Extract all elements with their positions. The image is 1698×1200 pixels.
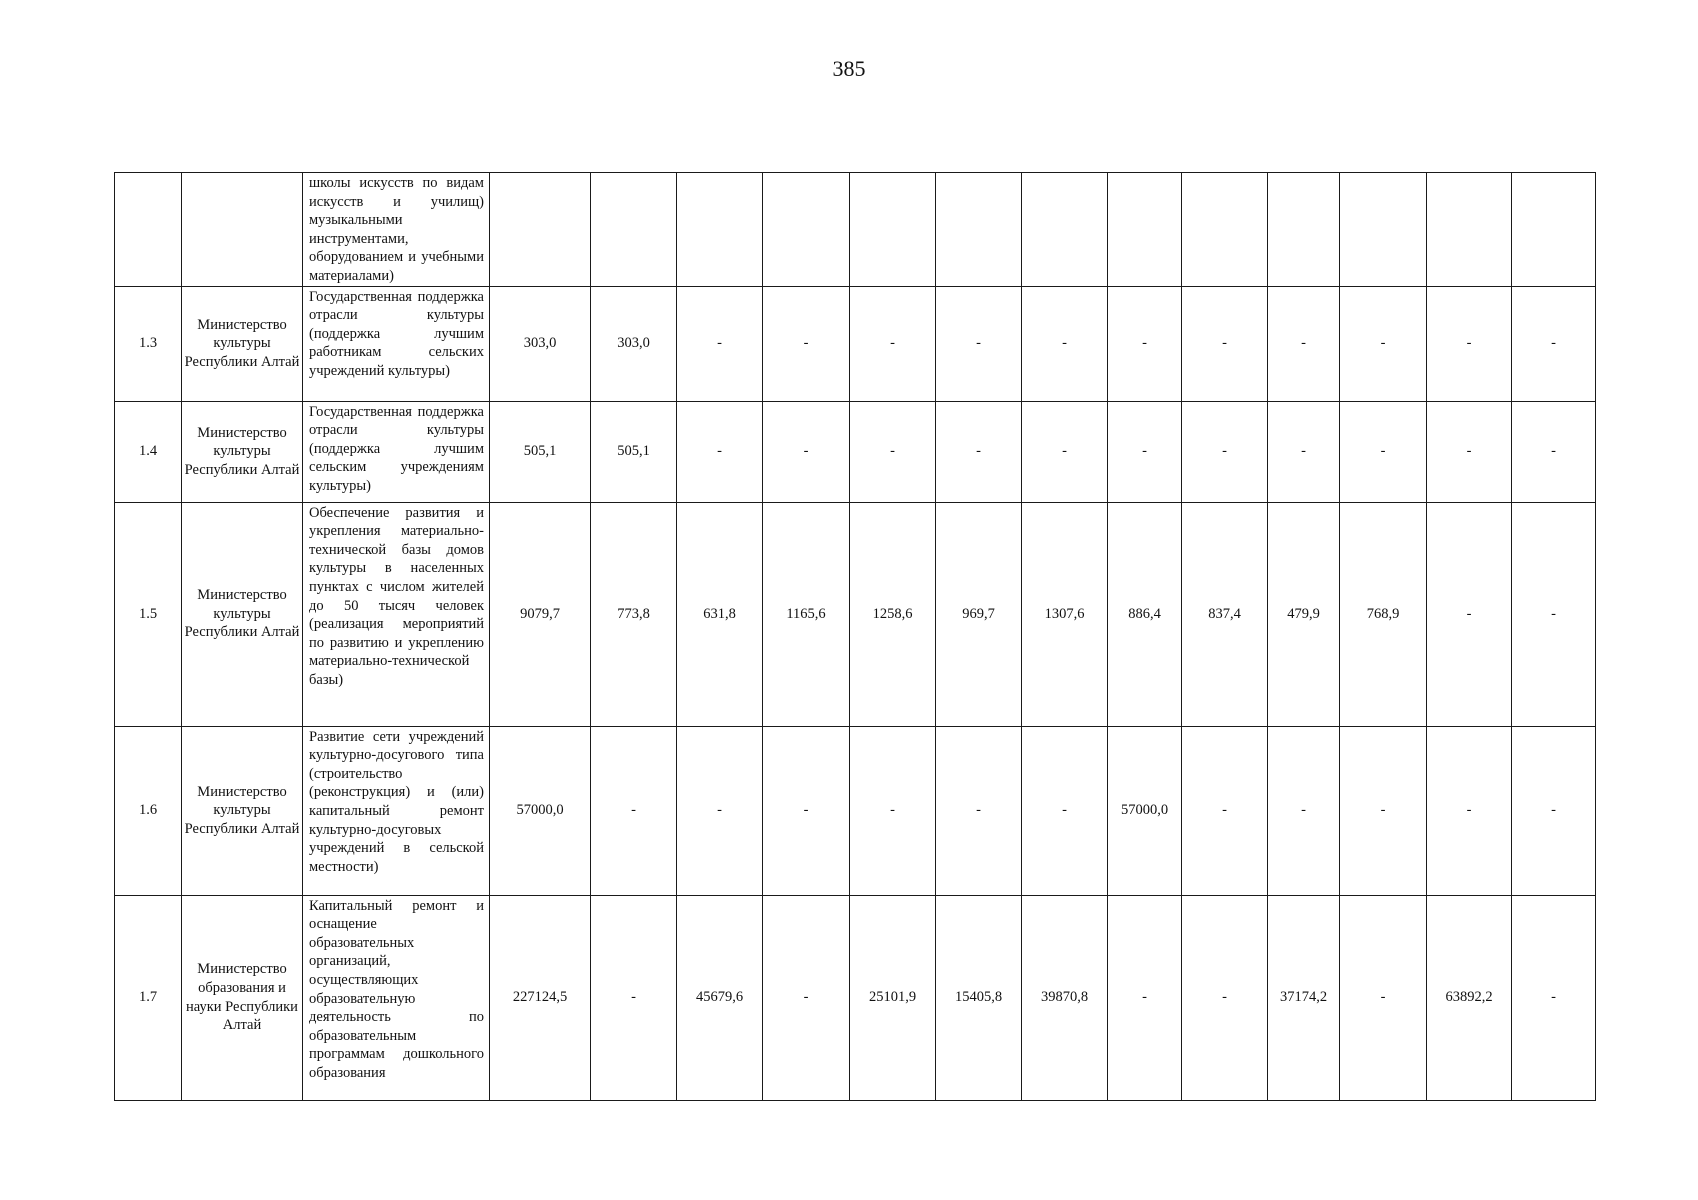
amount-cell: - (1022, 286, 1108, 401)
amount-cell: 63892,2 (1427, 895, 1512, 1100)
amount-cell: - (763, 286, 850, 401)
amount-cell: - (1512, 401, 1596, 502)
amount-cell: - (1268, 286, 1340, 401)
amount-cell: 45679,6 (677, 895, 763, 1100)
executor-cell: Министерство образования и науки Республики Алтай (182, 895, 303, 1100)
table-row (115, 286, 1596, 401)
amount-cell (591, 173, 677, 287)
amount-cell: - (1182, 895, 1268, 1100)
amount-cell: - (1427, 726, 1512, 895)
executor-cell: Министерство культуры Республики Алтай (182, 401, 303, 502)
amount-cell: - (1512, 502, 1596, 726)
executor-cell: Министерство культуры Республики Алтай (182, 502, 303, 726)
activity-description-cell: школы искусств по видам искусств и училищ) музыкальными инструментами, оборудованием и учебными материалами) (303, 173, 490, 287)
amount-cell (1022, 173, 1108, 287)
amount-cell: 886,4 (1108, 502, 1182, 726)
amount-cell: - (1182, 286, 1268, 401)
amount-cell: 39870,8 (1022, 895, 1108, 1100)
budget-table (114, 172, 1596, 1101)
executor-cell: Министерство культуры Республики Алтай (182, 726, 303, 895)
amount-cell (1427, 173, 1512, 287)
row-number-cell: 1.4 (115, 401, 182, 502)
amount-cell: - (677, 726, 763, 895)
amount-cell: - (1512, 726, 1596, 895)
activity-description-cell: Государственная поддержка отрасли культуры (поддержка лучшим работникам сельских учреждений культуры) (303, 286, 490, 401)
amount-cell: - (1340, 895, 1427, 1100)
amount-cell: 57000,0 (490, 726, 591, 895)
amount-cell (936, 173, 1022, 287)
page-number: 385 (832, 56, 866, 81)
amount-cell: 25101,9 (850, 895, 936, 1100)
amount-cell: - (1427, 502, 1512, 726)
amount-cell: 57000,0 (1108, 726, 1182, 895)
amount-cell: - (936, 401, 1022, 502)
amount-cell: - (1268, 726, 1340, 895)
amount-cell (1340, 173, 1427, 287)
amount-cell: 1307,6 (1022, 502, 1108, 726)
amount-cell: - (1512, 286, 1596, 401)
table-row (115, 726, 1596, 895)
amount-cell: - (1108, 895, 1182, 1100)
amount-cell: 837,4 (1182, 502, 1268, 726)
activity-description-cell: Капитальный ремонт и оснащение образовательных организаций, осуществляющих образовательную деятельность по образовательным программам дошкольного образования (303, 895, 490, 1100)
amount-cell (1182, 173, 1268, 287)
table-row (115, 401, 1596, 502)
amount-cell: - (763, 726, 850, 895)
amount-cell: 9079,7 (490, 502, 591, 726)
amount-cell: 1165,6 (763, 502, 850, 726)
amount-cell (1268, 173, 1340, 287)
executor-cell: Министерство культуры Республики Алтай (182, 286, 303, 401)
table-row (115, 895, 1596, 1100)
amount-cell: 479,9 (1268, 502, 1340, 726)
amount-cell: - (1022, 401, 1108, 502)
amount-cell (677, 173, 763, 287)
activity-description-cell: Развитие сети учреждений культурно-досугового типа (строительство (реконструкция) и (или) капитальный ремонт культурно-досуговых учреждений в сельской местности) (303, 726, 490, 895)
amount-cell: - (936, 286, 1022, 401)
activity-description-cell: Государственная поддержка отрасли культуры (поддержка лучшим сельским учреждениям культуры) (303, 401, 490, 502)
amount-cell (763, 173, 850, 287)
activity-description-cell: Обеспечение развития и укрепления материально-технической базы домов культуры в населенных пунктах с числом жителей до 50 тысяч человек (реализация мероприятий по развитию и укреплению материально-технической базы) (303, 502, 490, 726)
row-number-cell: 1.3 (115, 286, 182, 401)
amount-cell: - (1427, 401, 1512, 502)
table-row (115, 502, 1596, 726)
amount-cell: 768,9 (1340, 502, 1427, 726)
amount-cell: 969,7 (936, 502, 1022, 726)
amount-cell: - (850, 726, 936, 895)
amount-cell: 303,0 (490, 286, 591, 401)
table-body (115, 173, 1596, 1101)
amount-cell: - (1427, 286, 1512, 401)
amount-cell: - (1340, 401, 1427, 502)
amount-cell: 631,8 (677, 502, 763, 726)
amount-cell: - (1268, 401, 1340, 502)
row-number-cell: 1.7 (115, 895, 182, 1100)
amount-cell: 227124,5 (490, 895, 591, 1100)
amount-cell: 303,0 (591, 286, 677, 401)
amount-cell: - (591, 726, 677, 895)
amount-cell: - (1182, 726, 1268, 895)
amount-cell: - (1108, 401, 1182, 502)
amount-cell: - (1022, 726, 1108, 895)
amount-cell: - (763, 401, 850, 502)
amount-cell (850, 173, 936, 287)
amount-cell (1108, 173, 1182, 287)
row-number-cell (115, 173, 182, 287)
amount-cell: - (1182, 401, 1268, 502)
amount-cell: - (850, 286, 936, 401)
amount-cell: 37174,2 (1268, 895, 1340, 1100)
row-number-cell: 1.5 (115, 502, 182, 726)
amount-cell: - (1108, 286, 1182, 401)
row-number-cell: 1.6 (115, 726, 182, 895)
amount-cell: 1258,6 (850, 502, 936, 726)
amount-cell: - (1340, 286, 1427, 401)
amount-cell: 505,1 (490, 401, 591, 502)
amount-cell: - (850, 401, 936, 502)
amount-cell: - (936, 726, 1022, 895)
amount-cell: - (591, 895, 677, 1100)
amount-cell: - (677, 286, 763, 401)
amount-cell: - (763, 895, 850, 1100)
amount-cell: - (1512, 895, 1596, 1100)
amount-cell: 505,1 (591, 401, 677, 502)
amount-cell: - (1340, 726, 1427, 895)
amount-cell: 15405,8 (936, 895, 1022, 1100)
table-row (115, 173, 1596, 287)
amount-cell (1512, 173, 1596, 287)
amount-cell: 773,8 (591, 502, 677, 726)
amount-cell: - (677, 401, 763, 502)
executor-cell (182, 173, 303, 287)
amount-cell (490, 173, 591, 287)
